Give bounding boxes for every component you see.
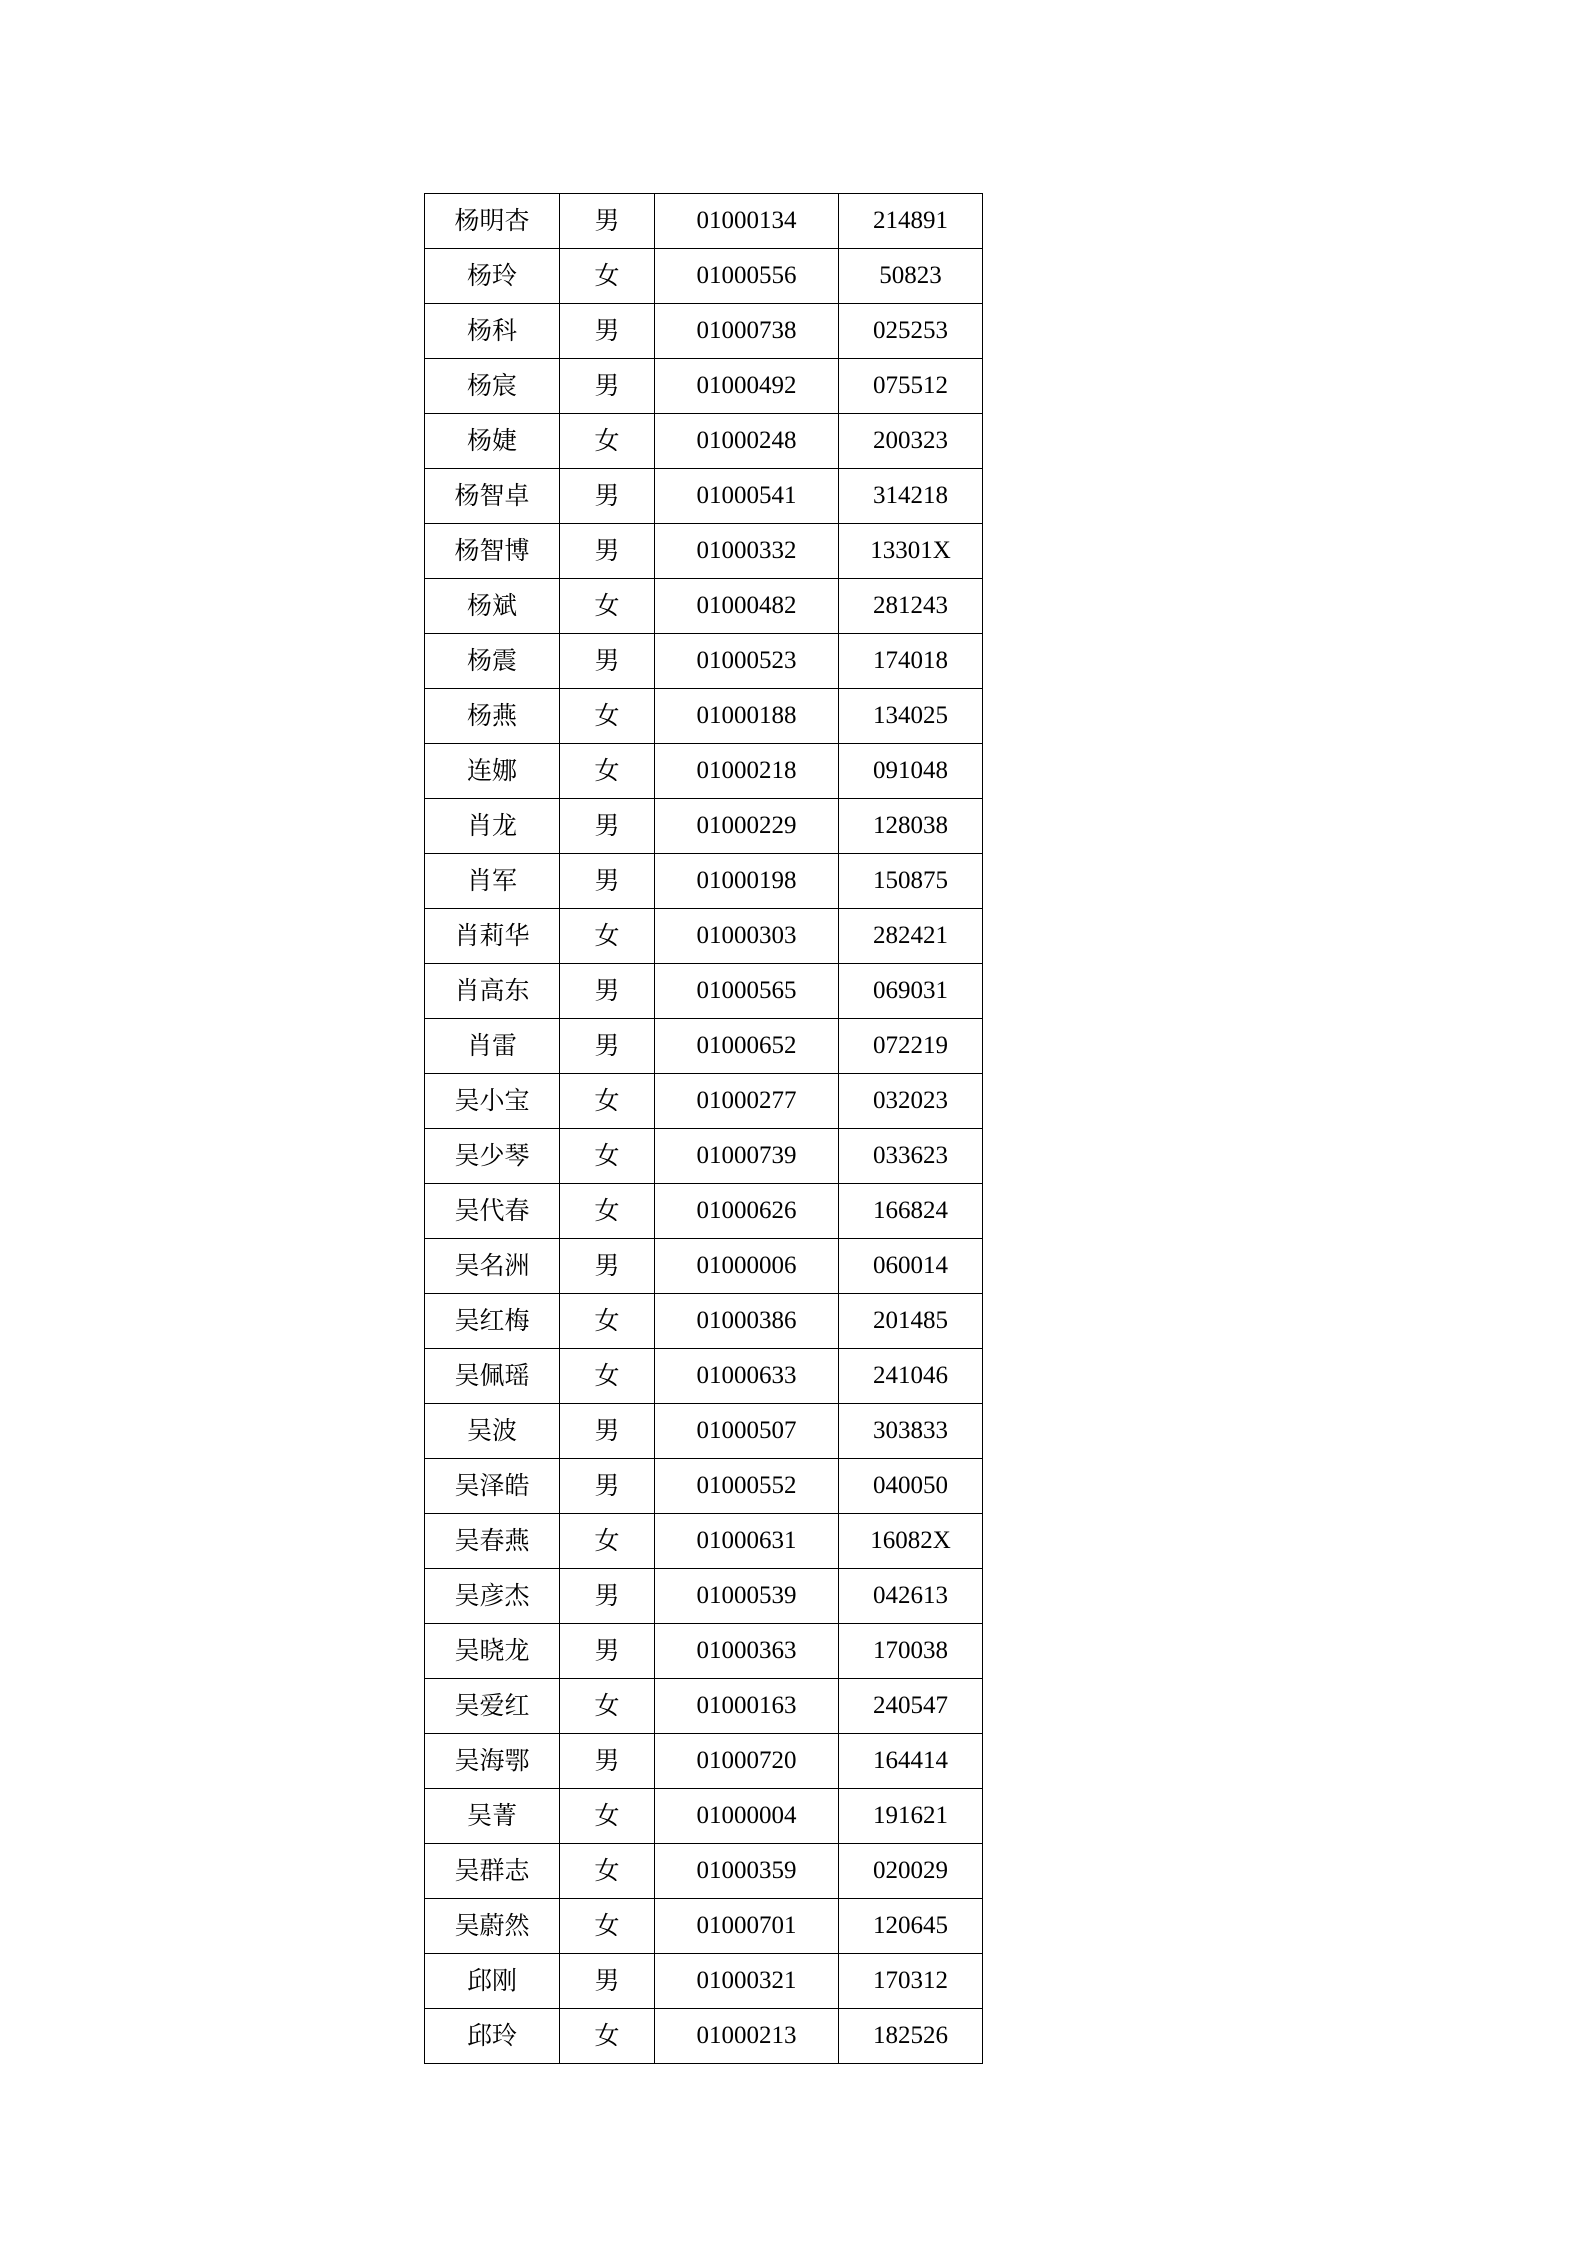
name-cell: 吴小宝 bbox=[425, 1074, 560, 1129]
table-row bbox=[425, 469, 983, 524]
id-cell: 01000004 bbox=[655, 1789, 839, 1844]
table-row bbox=[425, 1514, 983, 1569]
gender-cell: 男 bbox=[560, 964, 655, 1019]
id-cell: 01000218 bbox=[655, 744, 839, 799]
name-cell: 杨智卓 bbox=[425, 469, 560, 524]
id-cell: 01000134 bbox=[655, 194, 839, 249]
gender-cell: 男 bbox=[560, 194, 655, 249]
gender-cell: 男 bbox=[560, 469, 655, 524]
table-row bbox=[425, 1459, 983, 1514]
code-cell: 020029 bbox=[839, 1844, 983, 1899]
table-row bbox=[425, 744, 983, 799]
id-cell: 01000541 bbox=[655, 469, 839, 524]
name-cell: 邱玲 bbox=[425, 2009, 560, 2064]
name-cell: 连娜 bbox=[425, 744, 560, 799]
name-cell: 吴海鄂 bbox=[425, 1734, 560, 1789]
code-cell: 201485 bbox=[839, 1294, 983, 1349]
table-row bbox=[425, 1074, 983, 1129]
code-cell: 150875 bbox=[839, 854, 983, 909]
id-cell: 01000363 bbox=[655, 1624, 839, 1679]
id-cell: 01000188 bbox=[655, 689, 839, 744]
id-cell: 01000631 bbox=[655, 1514, 839, 1569]
code-cell: 164414 bbox=[839, 1734, 983, 1789]
id-cell: 01000701 bbox=[655, 1899, 839, 1954]
table-row bbox=[425, 1569, 983, 1624]
table-row bbox=[425, 1349, 983, 1404]
id-cell: 01000332 bbox=[655, 524, 839, 579]
code-cell: 240547 bbox=[839, 1679, 983, 1734]
code-cell: 025253 bbox=[839, 304, 983, 359]
name-cell: 吴波 bbox=[425, 1404, 560, 1459]
code-cell: 174018 bbox=[839, 634, 983, 689]
id-cell: 01000386 bbox=[655, 1294, 839, 1349]
code-cell: 50823 bbox=[839, 249, 983, 304]
gender-cell: 女 bbox=[560, 1789, 655, 1844]
gender-cell: 女 bbox=[560, 249, 655, 304]
table-row bbox=[425, 1624, 983, 1679]
id-cell: 01000738 bbox=[655, 304, 839, 359]
name-cell: 杨科 bbox=[425, 304, 560, 359]
table-row bbox=[425, 194, 983, 249]
roster-table-body bbox=[425, 194, 983, 2064]
gender-cell: 男 bbox=[560, 799, 655, 854]
name-cell: 肖军 bbox=[425, 854, 560, 909]
id-cell: 01000633 bbox=[655, 1349, 839, 1404]
table-row bbox=[425, 249, 983, 304]
table-row bbox=[425, 1184, 983, 1239]
gender-cell: 男 bbox=[560, 1239, 655, 1294]
gender-cell: 女 bbox=[560, 414, 655, 469]
gender-cell: 女 bbox=[560, 1349, 655, 1404]
gender-cell: 男 bbox=[560, 359, 655, 414]
name-cell: 肖莉华 bbox=[425, 909, 560, 964]
name-cell: 杨玲 bbox=[425, 249, 560, 304]
id-cell: 01000652 bbox=[655, 1019, 839, 1074]
table-row bbox=[425, 359, 983, 414]
gender-cell: 女 bbox=[560, 579, 655, 634]
name-cell: 杨明杏 bbox=[425, 194, 560, 249]
name-cell: 吴泽皓 bbox=[425, 1459, 560, 1514]
id-cell: 01000277 bbox=[655, 1074, 839, 1129]
table-row bbox=[425, 1294, 983, 1349]
gender-cell: 女 bbox=[560, 1294, 655, 1349]
name-cell: 杨斌 bbox=[425, 579, 560, 634]
code-cell: 170038 bbox=[839, 1624, 983, 1679]
name-cell: 吴晓龙 bbox=[425, 1624, 560, 1679]
table-row bbox=[425, 1899, 983, 1954]
name-cell: 吴佩瑶 bbox=[425, 1349, 560, 1404]
code-cell: 075512 bbox=[839, 359, 983, 414]
id-cell: 01000248 bbox=[655, 414, 839, 469]
id-cell: 01000229 bbox=[655, 799, 839, 854]
id-cell: 01000565 bbox=[655, 964, 839, 1019]
gender-cell: 男 bbox=[560, 1954, 655, 2009]
name-cell: 肖高东 bbox=[425, 964, 560, 1019]
gender-cell: 女 bbox=[560, 1899, 655, 1954]
name-cell: 肖龙 bbox=[425, 799, 560, 854]
code-cell: 303833 bbox=[839, 1404, 983, 1459]
name-cell: 吴代春 bbox=[425, 1184, 560, 1239]
gender-cell: 女 bbox=[560, 1184, 655, 1239]
id-cell: 01000303 bbox=[655, 909, 839, 964]
code-cell: 120645 bbox=[839, 1899, 983, 1954]
id-cell: 01000006 bbox=[655, 1239, 839, 1294]
gender-cell: 女 bbox=[560, 1129, 655, 1184]
code-cell: 134025 bbox=[839, 689, 983, 744]
gender-cell: 女 bbox=[560, 909, 655, 964]
code-cell: 282421 bbox=[839, 909, 983, 964]
name-cell: 邱刚 bbox=[425, 1954, 560, 2009]
code-cell: 040050 bbox=[839, 1459, 983, 1514]
id-cell: 01000539 bbox=[655, 1569, 839, 1624]
gender-cell: 男 bbox=[560, 1404, 655, 1459]
name-cell: 杨婕 bbox=[425, 414, 560, 469]
table-row bbox=[425, 1404, 983, 1459]
name-cell: 杨震 bbox=[425, 634, 560, 689]
gender-cell: 男 bbox=[560, 634, 655, 689]
table-row bbox=[425, 1129, 983, 1184]
id-cell: 01000482 bbox=[655, 579, 839, 634]
id-cell: 01000359 bbox=[655, 1844, 839, 1899]
gender-cell: 女 bbox=[560, 1844, 655, 1899]
table-row bbox=[425, 1789, 983, 1844]
code-cell: 128038 bbox=[839, 799, 983, 854]
id-cell: 01000507 bbox=[655, 1404, 839, 1459]
table-row bbox=[425, 799, 983, 854]
code-cell: 191621 bbox=[839, 1789, 983, 1844]
table-row bbox=[425, 1679, 983, 1734]
gender-cell: 男 bbox=[560, 304, 655, 359]
id-cell: 01000626 bbox=[655, 1184, 839, 1239]
gender-cell: 女 bbox=[560, 1074, 655, 1129]
table-row bbox=[425, 1239, 983, 1294]
gender-cell: 男 bbox=[560, 854, 655, 909]
code-cell: 072219 bbox=[839, 1019, 983, 1074]
code-cell: 032023 bbox=[839, 1074, 983, 1129]
name-cell: 吴彦杰 bbox=[425, 1569, 560, 1624]
table-row bbox=[425, 964, 983, 1019]
code-cell: 069031 bbox=[839, 964, 983, 1019]
code-cell: 13301X bbox=[839, 524, 983, 579]
gender-cell: 男 bbox=[560, 1019, 655, 1074]
code-cell: 170312 bbox=[839, 1954, 983, 2009]
name-cell: 肖雷 bbox=[425, 1019, 560, 1074]
name-cell: 吴名洲 bbox=[425, 1239, 560, 1294]
table-row bbox=[425, 689, 983, 744]
gender-cell: 女 bbox=[560, 744, 655, 799]
code-cell: 182526 bbox=[839, 2009, 983, 2064]
table-row bbox=[425, 1734, 983, 1789]
table-row bbox=[425, 909, 983, 964]
name-cell: 杨燕 bbox=[425, 689, 560, 744]
gender-cell: 男 bbox=[560, 524, 655, 579]
gender-cell: 男 bbox=[560, 1734, 655, 1789]
code-cell: 214891 bbox=[839, 194, 983, 249]
id-cell: 01000523 bbox=[655, 634, 839, 689]
name-cell: 吴群志 bbox=[425, 1844, 560, 1899]
table-row bbox=[425, 2009, 983, 2064]
gender-cell: 女 bbox=[560, 2009, 655, 2064]
gender-cell: 女 bbox=[560, 1679, 655, 1734]
table-row bbox=[425, 1844, 983, 1899]
name-cell: 吴少琴 bbox=[425, 1129, 560, 1184]
table-row bbox=[425, 304, 983, 359]
code-cell: 241046 bbox=[839, 1349, 983, 1404]
gender-cell: 女 bbox=[560, 689, 655, 744]
code-cell: 16082X bbox=[839, 1514, 983, 1569]
table-row bbox=[425, 524, 983, 579]
code-cell: 166824 bbox=[839, 1184, 983, 1239]
code-cell: 060014 bbox=[839, 1239, 983, 1294]
name-cell: 吴红梅 bbox=[425, 1294, 560, 1349]
table-row bbox=[425, 1019, 983, 1074]
code-cell: 033623 bbox=[839, 1129, 983, 1184]
id-cell: 01000556 bbox=[655, 249, 839, 304]
table-row bbox=[425, 854, 983, 909]
table-row bbox=[425, 1954, 983, 2009]
table-row bbox=[425, 414, 983, 469]
gender-cell: 女 bbox=[560, 1514, 655, 1569]
id-cell: 01000552 bbox=[655, 1459, 839, 1514]
name-cell: 吴蔚然 bbox=[425, 1899, 560, 1954]
name-cell: 吴爱红 bbox=[425, 1679, 560, 1734]
id-cell: 01000492 bbox=[655, 359, 839, 414]
gender-cell: 男 bbox=[560, 1569, 655, 1624]
gender-cell: 男 bbox=[560, 1459, 655, 1514]
code-cell: 042613 bbox=[839, 1569, 983, 1624]
code-cell: 200323 bbox=[839, 414, 983, 469]
id-cell: 01000198 bbox=[655, 854, 839, 909]
table-row bbox=[425, 579, 983, 634]
name-cell: 杨宸 bbox=[425, 359, 560, 414]
code-cell: 314218 bbox=[839, 469, 983, 524]
code-cell: 281243 bbox=[839, 579, 983, 634]
code-cell: 091048 bbox=[839, 744, 983, 799]
roster-table bbox=[424, 193, 983, 2064]
id-cell: 01000321 bbox=[655, 1954, 839, 2009]
name-cell: 吴春燕 bbox=[425, 1514, 560, 1569]
id-cell: 01000739 bbox=[655, 1129, 839, 1184]
table-row bbox=[425, 634, 983, 689]
id-cell: 01000163 bbox=[655, 1679, 839, 1734]
id-cell: 01000213 bbox=[655, 2009, 839, 2064]
name-cell: 杨智博 bbox=[425, 524, 560, 579]
name-cell: 吴菁 bbox=[425, 1789, 560, 1844]
id-cell: 01000720 bbox=[655, 1734, 839, 1789]
gender-cell: 男 bbox=[560, 1624, 655, 1679]
